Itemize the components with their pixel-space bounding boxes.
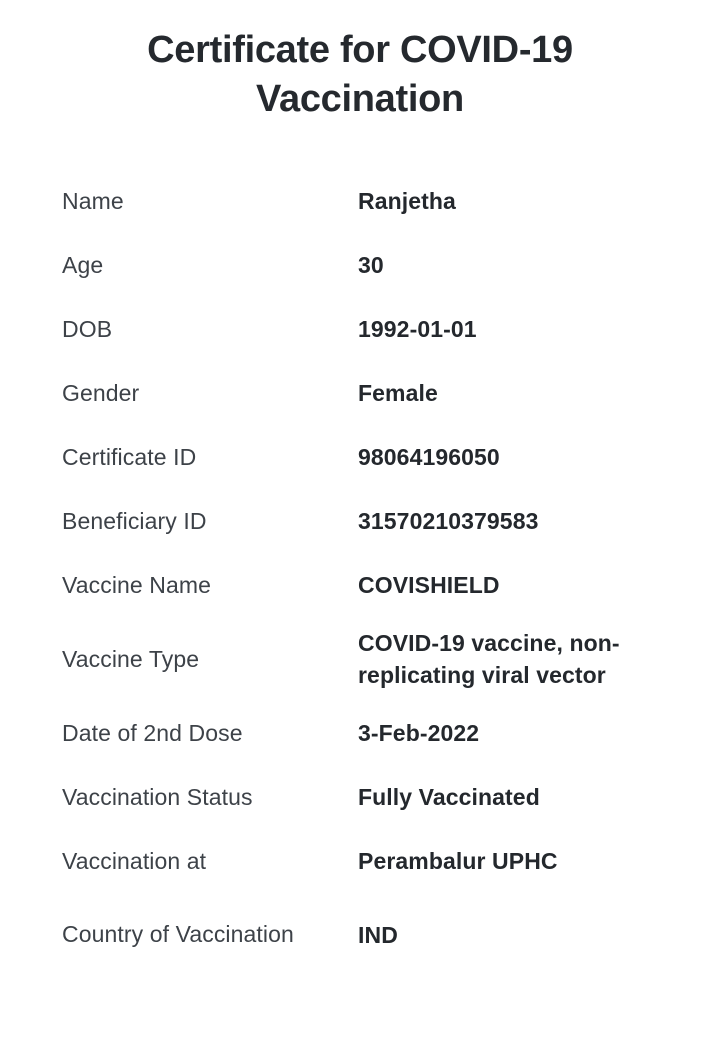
detail-label-certificate-id: Certificate ID [62,443,197,470]
detail-label-vaccine-name: Vaccine Name [62,571,212,598]
detail-value-dob: 1992-01-01 [358,315,477,342]
detail-value-name: Ranjetha [358,187,456,214]
detail-row-country-of-vaccination [62,893,660,977]
detail-value-beneficiary-id: 31570210379583 [358,507,539,534]
detail-label-beneficiary-id: Beneficiary ID [62,507,207,534]
detail-label-vaccination-status: Vaccination Status [62,783,253,810]
detail-value-vaccination-status: Fully Vaccinated [358,783,540,810]
detail-value-certificate-id: 98064196050 [358,443,500,470]
detail-label-vaccine-type: Vaccine Type [62,645,200,672]
detail-value-vaccine-type: COVID-19 vaccine, non-replicating viral vector [358,629,620,689]
detail-label-vaccination-at: Vaccination at [62,847,207,874]
detail-row-date-of-2nd-dose [62,701,660,765]
detail-row-vaccine-name [62,553,660,617]
page-title: Certificate for COVID-19 Vaccination [147,29,573,120]
detail-value-gender: Female [358,379,438,406]
detail-row-dob [62,297,660,361]
detail-value-vaccination-at: Perambalur UPHC [358,847,558,874]
detail-row-gender [62,361,660,425]
detail-value-country-of-vaccination: IND [358,921,398,948]
detail-label-dob: DOB [62,315,113,342]
certificate-details-list [0,169,720,977]
detail-row-vaccination-status [62,765,660,829]
detail-row-certificate-id [62,425,660,489]
detail-label-country-of-vaccination: Country of Vaccination [62,921,294,948]
detail-row-vaccine-type [62,617,660,701]
detail-value-date-of-2nd-dose: 3-Feb-2022 [358,719,480,746]
detail-label-name: Name [62,187,124,214]
detail-label-age: Age [62,251,104,278]
detail-label-date-of-2nd-dose: Date of 2nd Dose [62,719,243,746]
detail-row-name [62,169,660,233]
detail-row-vaccination-at [62,829,660,893]
detail-label-gender: Gender [62,379,140,406]
detail-value-age: 30 [358,251,384,278]
detail-row-age [62,233,660,297]
detail-value-vaccine-name: COVISHIELD [358,571,500,598]
detail-row-beneficiary-id [62,489,660,553]
